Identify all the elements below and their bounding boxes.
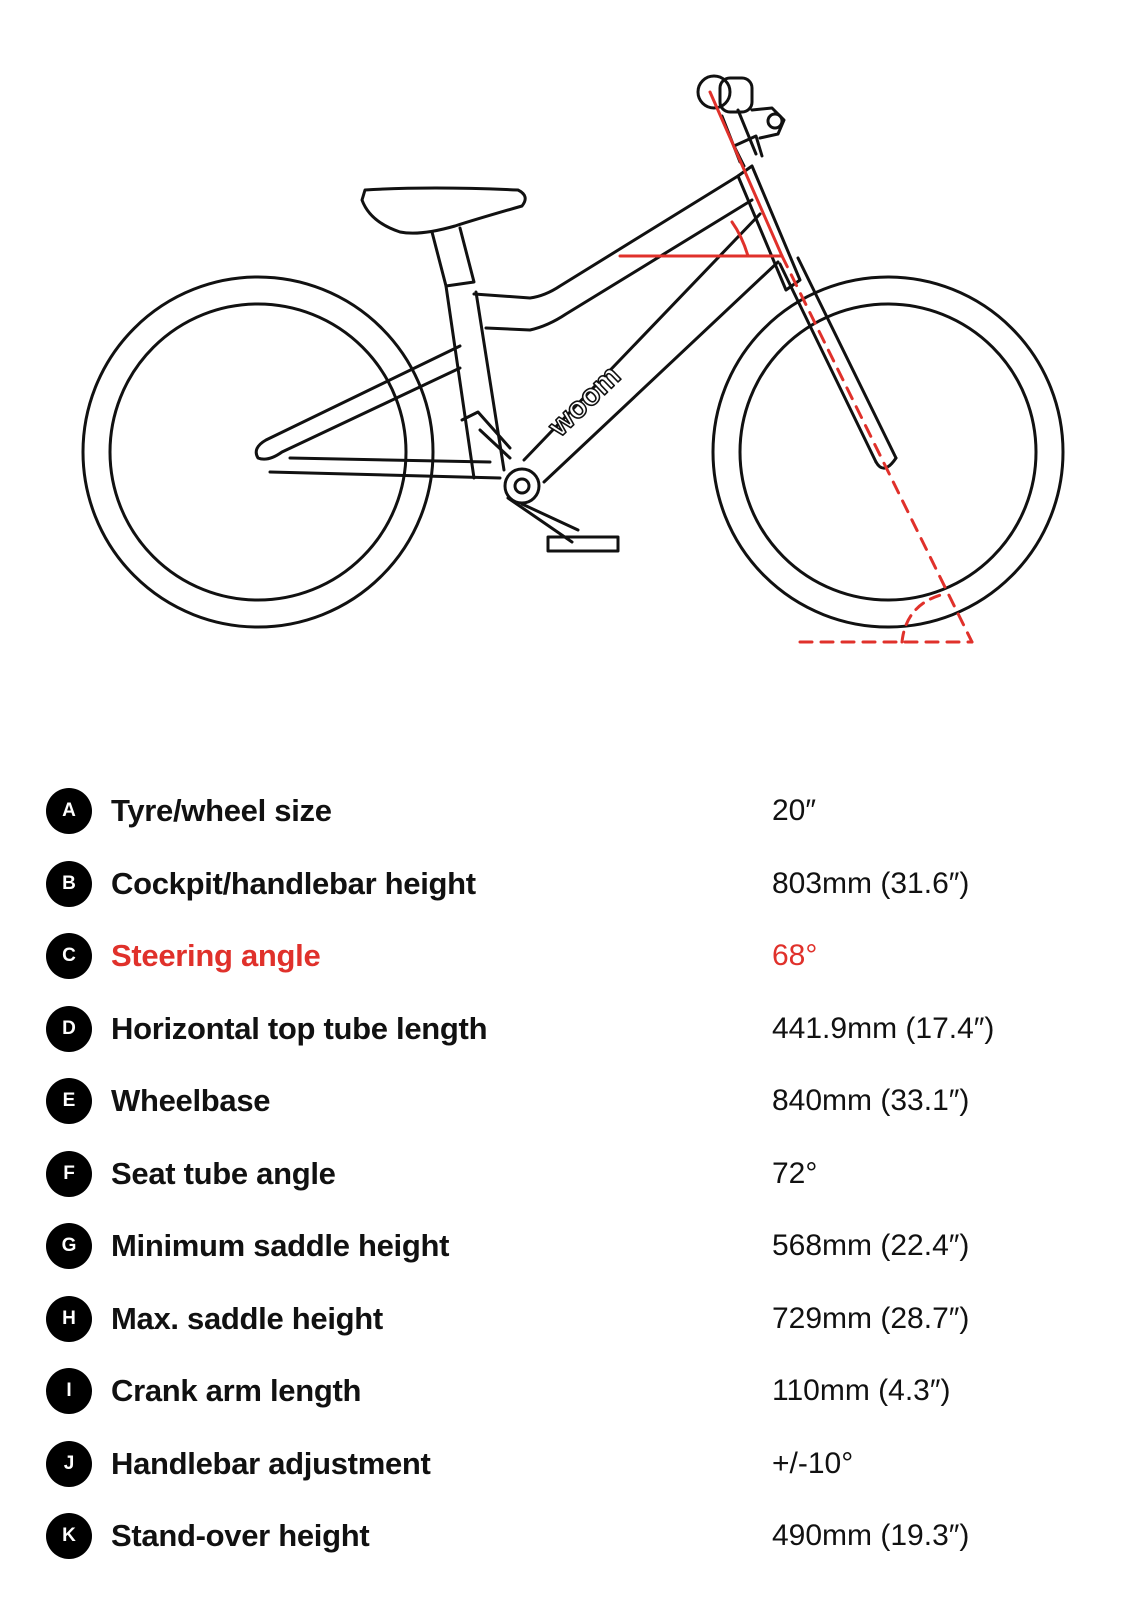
spec-row	[0, 1360, 1140, 1424]
spec-row	[0, 1433, 1140, 1497]
spec-letter-badge: B	[46, 861, 92, 907]
spec-row	[0, 925, 1140, 989]
spec-value: 441.9mm (17.4″)	[772, 1011, 995, 1045]
spec-letter-badge: G	[46, 1223, 92, 1269]
spec-label: Tyre/wheel size	[111, 793, 332, 828]
spec-value: 490mm (19.3″)	[772, 1519, 970, 1552]
spec-row	[0, 780, 1140, 844]
spec-label: Minimum saddle height	[111, 1228, 450, 1263]
spec-letter-badge: F	[46, 1151, 92, 1197]
spec-row	[0, 1070, 1140, 1134]
spec-letter-badge: I	[46, 1368, 92, 1414]
spec-letter-badge: A	[46, 788, 92, 834]
rear-wheel	[83, 277, 433, 627]
spec-label: Max. saddle height	[111, 1300, 383, 1336]
frame-logo: woom	[541, 359, 628, 444]
spec-letter-badge: H	[46, 1296, 92, 1342]
spec-row	[0, 998, 1140, 1062]
front-fork	[780, 258, 896, 468]
spec-label: Handlebar adjustment	[111, 1445, 431, 1481]
spec-value: 72°	[772, 1156, 818, 1190]
spec-row	[0, 853, 1140, 917]
spec-value: 840mm (33.1″)	[772, 1084, 970, 1117]
spec-label: Crank arm length	[111, 1373, 362, 1408]
spec-letter-badge: D	[46, 1006, 92, 1052]
spec-value: 568mm (22.4″)	[772, 1229, 970, 1262]
spec-value: 20″	[772, 794, 816, 827]
spec-value: 729mm (28.7″)	[772, 1301, 970, 1335]
spec-row	[0, 1143, 1140, 1207]
spec-value: 68°	[772, 939, 818, 972]
front-wheel	[713, 277, 1063, 627]
spec-value: +/-10°	[772, 1446, 854, 1480]
spec-letter-badge: E	[46, 1078, 92, 1124]
spec-value: 110mm (4.3″)	[772, 1374, 951, 1407]
bike-geometry-diagram	[0, 0, 1140, 680]
spec-row	[0, 1505, 1140, 1569]
spec-label: Seat tube angle	[111, 1155, 336, 1191]
spec-label: Cockpit/handlebar height	[111, 865, 476, 901]
spec-letter-badge: K	[46, 1513, 92, 1559]
bike-frame	[256, 166, 800, 482]
spec-row	[0, 1288, 1140, 1352]
handlebar	[698, 76, 784, 166]
spec-value: 803mm (31.6″)	[772, 866, 970, 900]
spec-label: Stand-over height	[111, 1518, 370, 1553]
spec-letter-badge: C	[46, 933, 92, 979]
steering-angle-marker	[620, 92, 972, 642]
spec-label: Wheelbase	[111, 1083, 271, 1118]
spec-letter-badge: J	[46, 1441, 92, 1487]
saddle	[362, 188, 525, 286]
spec-label: Steering angle	[111, 938, 321, 973]
spec-label: Horizontal top tube length	[111, 1010, 488, 1046]
spec-row	[0, 1215, 1140, 1279]
